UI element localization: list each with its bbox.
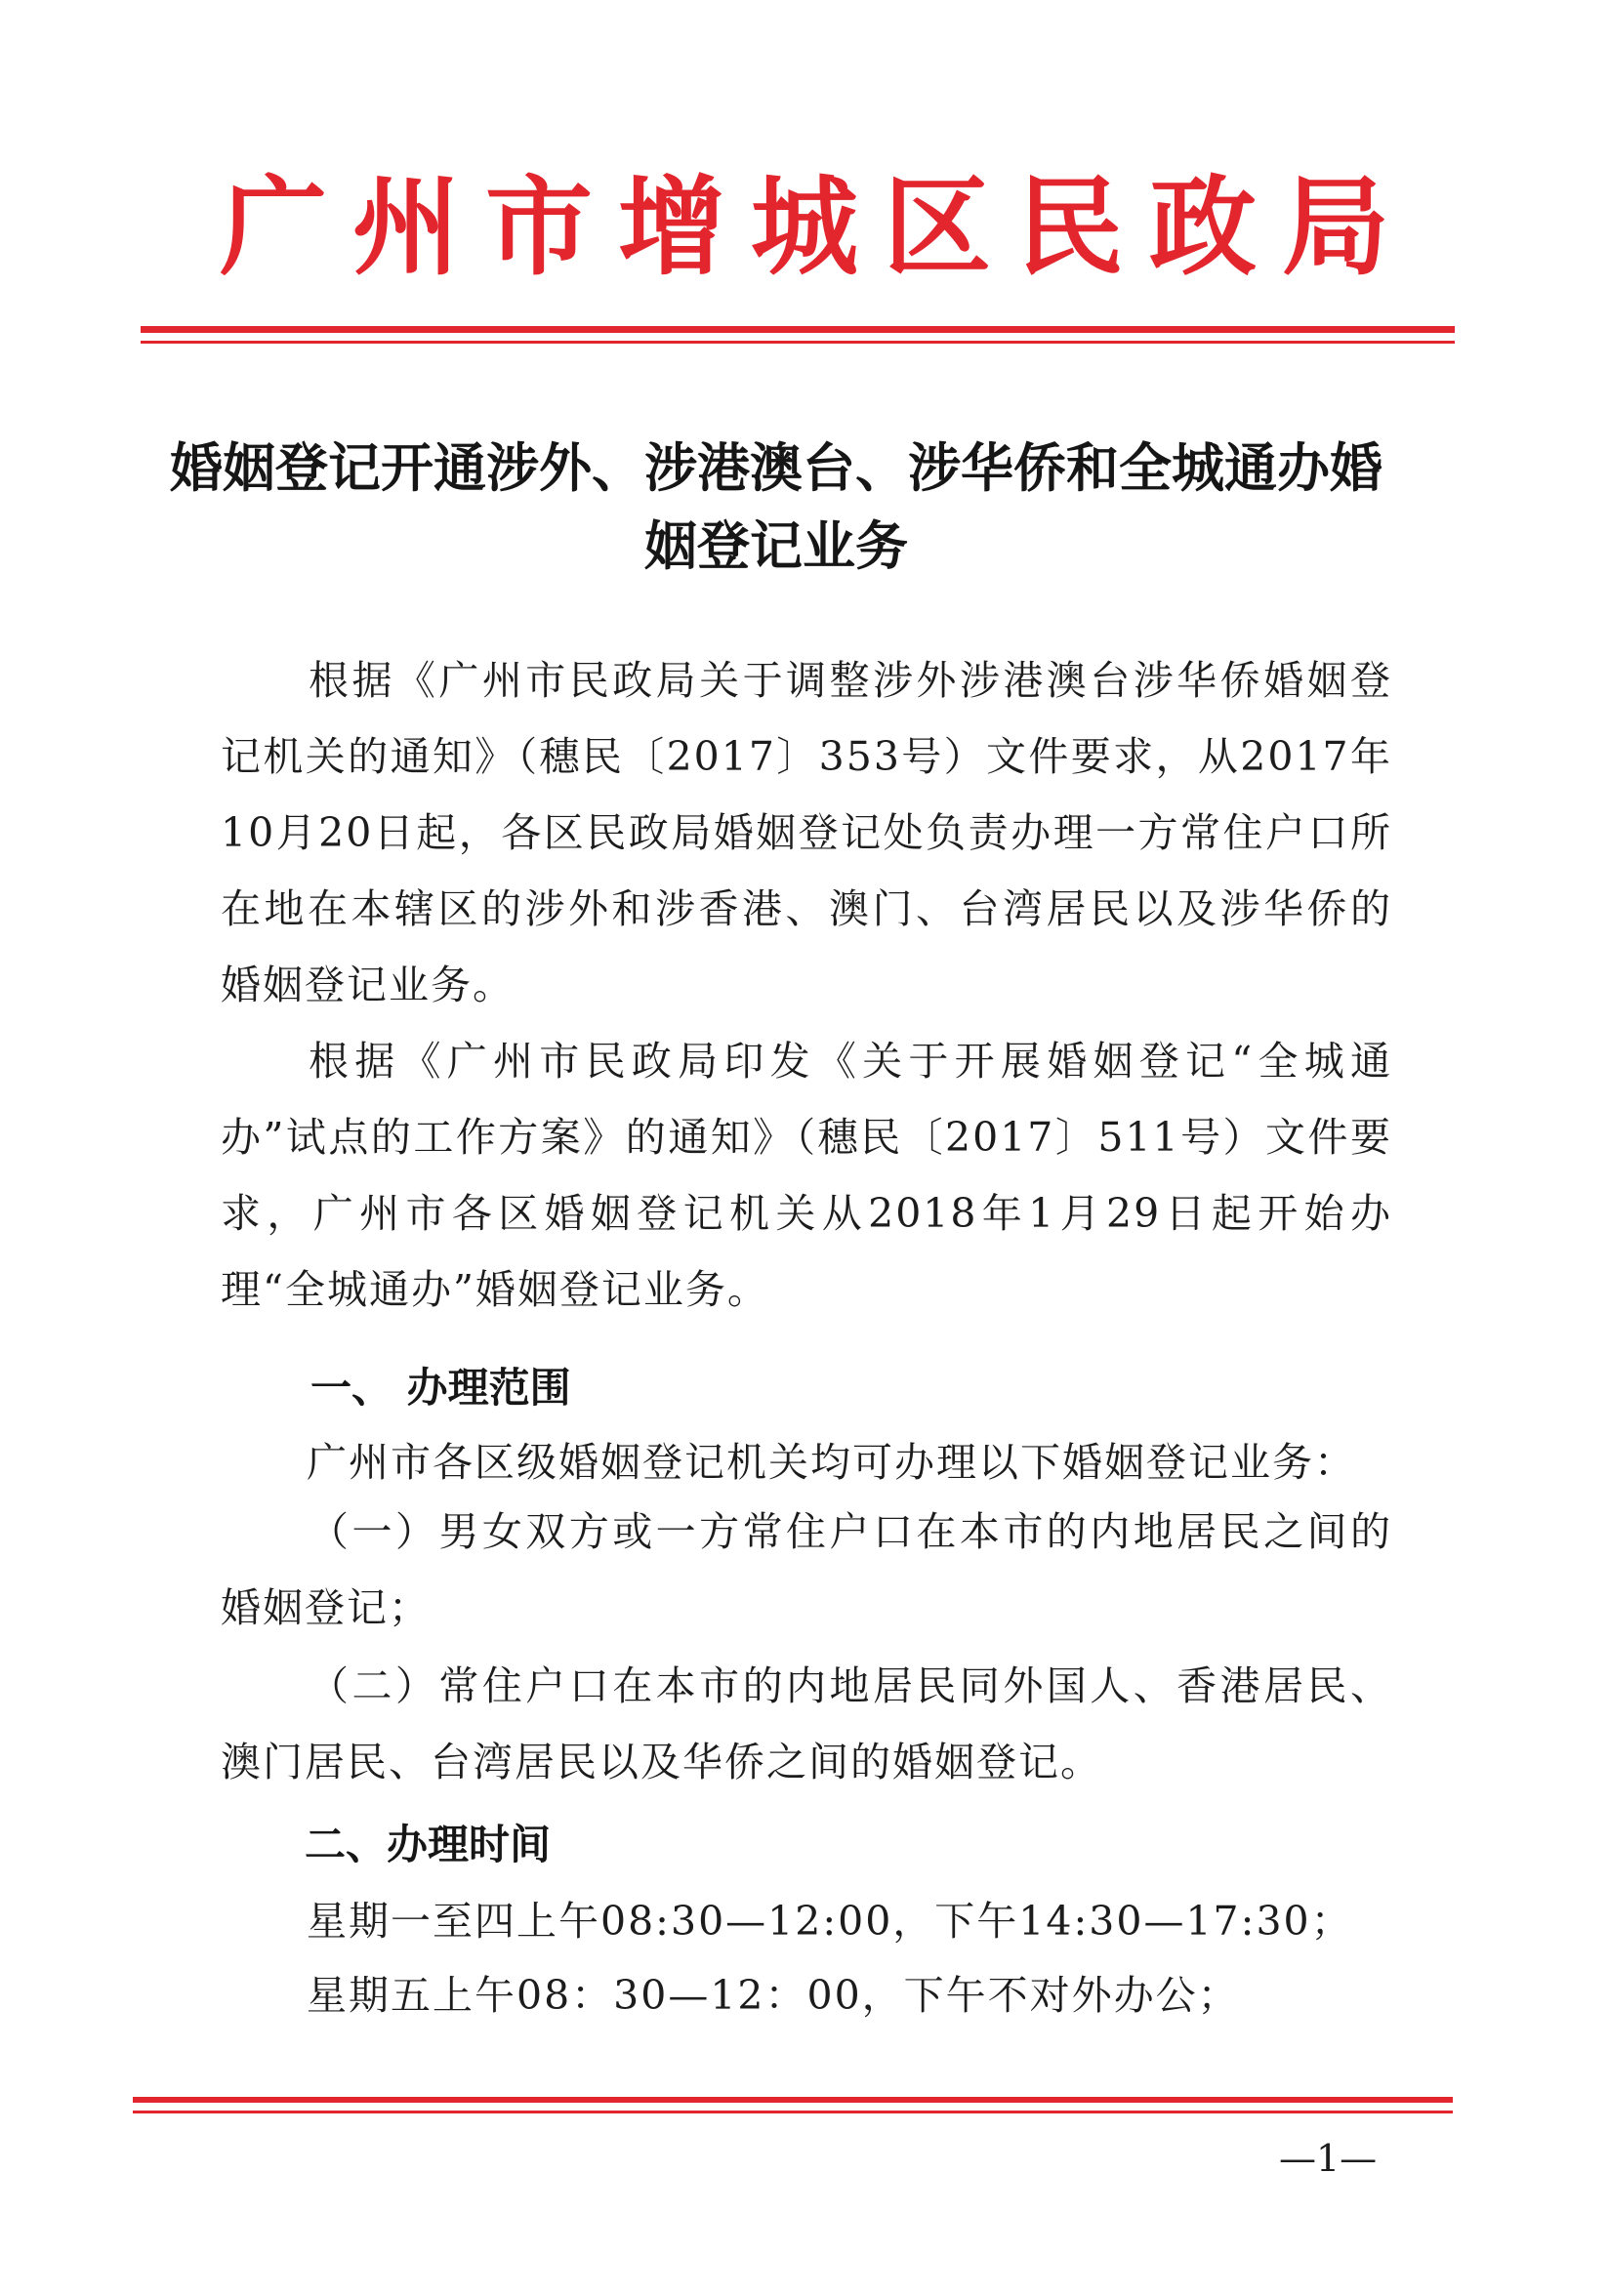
office-hours-fri: 星期五上午08：30—12：00，下午不对外办公；	[307, 1972, 1240, 2019]
paragraph-2: 根据《广州市民政局印发《关于开展婚姻登记“全城通办”试点的工作方案》的通知》（穗民〔2017〕511号）文件要求，广州市各区婚姻登记机关从2018年1月29日起开始办理“全城通办”婚姻登记业务。	[221, 1038, 1392, 1313]
office-hours-mon-thu: 星期一至四上午08:30—12:00，下午14:30—17:30；	[307, 1898, 1353, 1945]
footer-rule-thick	[133, 2097, 1453, 2103]
document-title: 婚姻登记开通涉外、涉港澳台、涉华侨和全城通办婚姻登记业务	[170, 437, 1382, 577]
section-2-heading: 二、办理时间	[305, 1821, 552, 1868]
paragraph-1: 根据《广州市民政局关于调整涉外涉港澳台涉华侨婚姻登记机关的通知》（穗民〔2017〕353号）文件要求，从2017年10月20日起，各区民政局婚姻登记处负责办理一方常住户口所在地在本辖区的涉外和涉香港、澳门、台湾居民以及涉华侨的婚姻登记业务。	[221, 657, 1392, 1008]
section-1-item-2: （二）常住户口在本市的内地居民同外国人、香港居民、澳门居民、台湾居民以及华侨之间的婚姻登记。	[221, 1662, 1392, 1785]
page-number: —1—	[1279, 2137, 1378, 2180]
header-rule-thin	[141, 341, 1455, 344]
section-1-intro: 广州市各区级婚姻登记机关均可办理以下婚姻登记业务：	[307, 1439, 1356, 1486]
header-rule-thick	[141, 326, 1455, 333]
section-1-item-1: （一）男女双方或一方常住户口在本市的内地居民之间的婚姻登记；	[221, 1508, 1392, 1631]
footer-rule-thin	[133, 2111, 1453, 2113]
agency-letterhead: 广州市增城区民政局	[220, 165, 1415, 290]
section-1-heading: 一、 办理范围	[310, 1364, 571, 1412]
